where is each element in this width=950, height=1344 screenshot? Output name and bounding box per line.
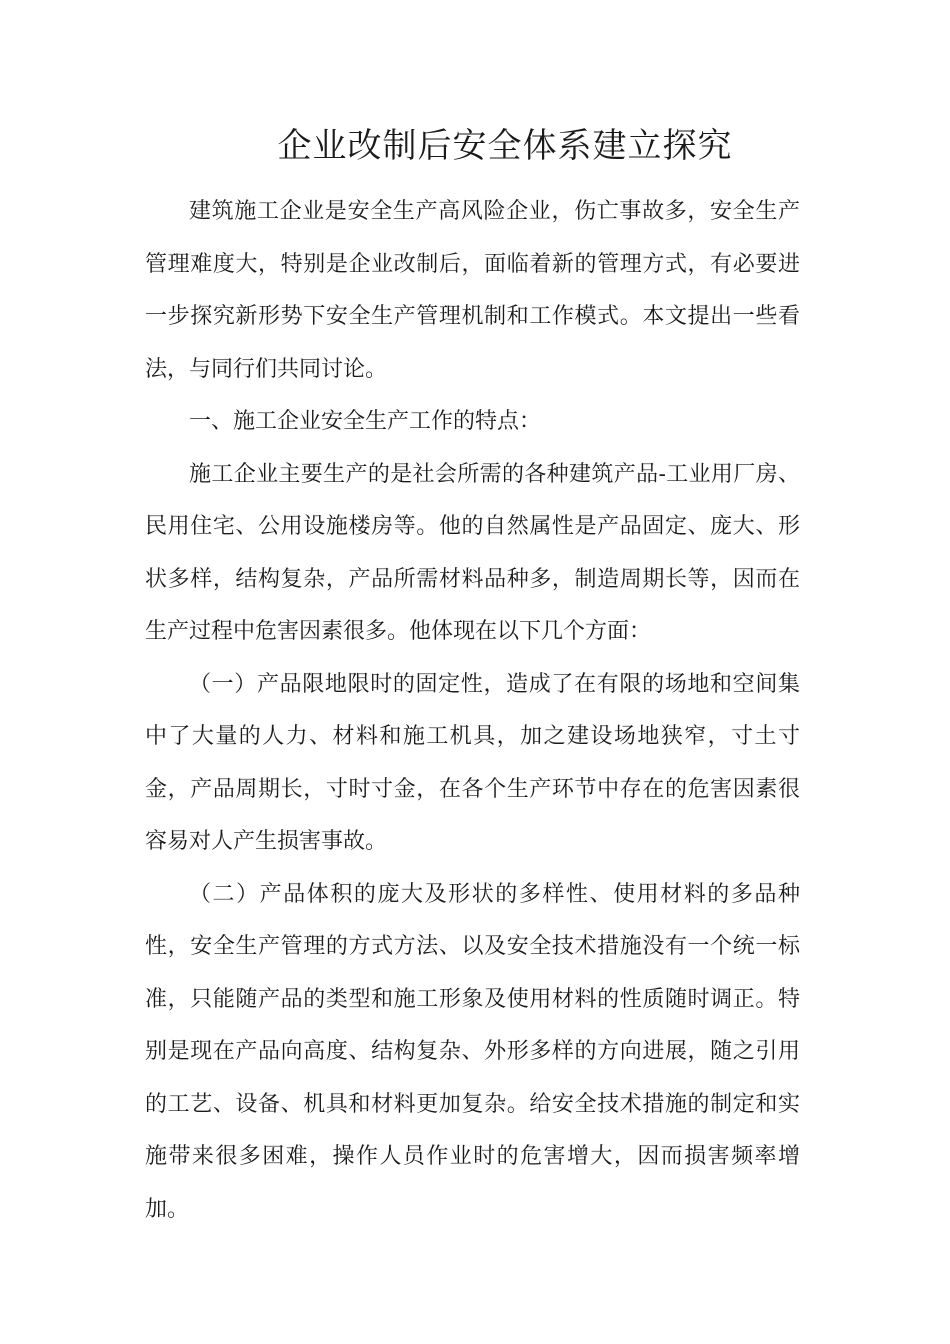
paragraph-point-1: （一）产品限地限时的固定性，造成了在有限的场地和空间集中了大量的人力、材料和施工机具，加之建设场地狭窄，寸土寸金，产品周期长，寸时寸金，在各个生产环节中存在的危害因素很容易对人产生损害事故。 <box>145 671 800 854</box>
document-title: 企业改制后安全体系建立探究 <box>277 126 733 166</box>
paragraph-characteristics: 施工企业主要生产的是社会所需的各种建筑产品-工业用厂房、民用住宅、公用设施楼房等。他的自然属性是产品固定、庞大、形状多样，结构复杂，产品所需材料品种多，制造周期长等，因而在生产过程中危害因素很多。他体现在以下几个方面： <box>145 461 800 644</box>
document-body <box>145 186 800 1236</box>
paragraph-point-2: （二）产品体积的庞大及形状的多样性、使用材料的多品种性，安全生产管理的方式方法、以及安全技术措施没有一个统一标准，只能随产品的类型和施工形象及使用材料的性质随时调正。特别是现在产品向高度、结构复杂、外形多样的方向进展，随之引用的工艺、设备、机具和材料更加复杂。给安全技术措施的制定和实施带来很多困难，操作人员作业时的危害增大，因而损害频率增加。 <box>145 881 800 1222</box>
section-heading-1: 一、施工企业安全生产工作的特点： <box>189 409 542 434</box>
paragraph-intro: 建筑施工企业是安全生产高风险企业，伤亡事故多，安全生产管理难度大，特别是企业改制后，面临着新的管理方式，有必要进一步探究新形势下安全生产管理机制和工作模式。本文提出一些看法，与同行们共同讨论。 <box>145 199 800 382</box>
